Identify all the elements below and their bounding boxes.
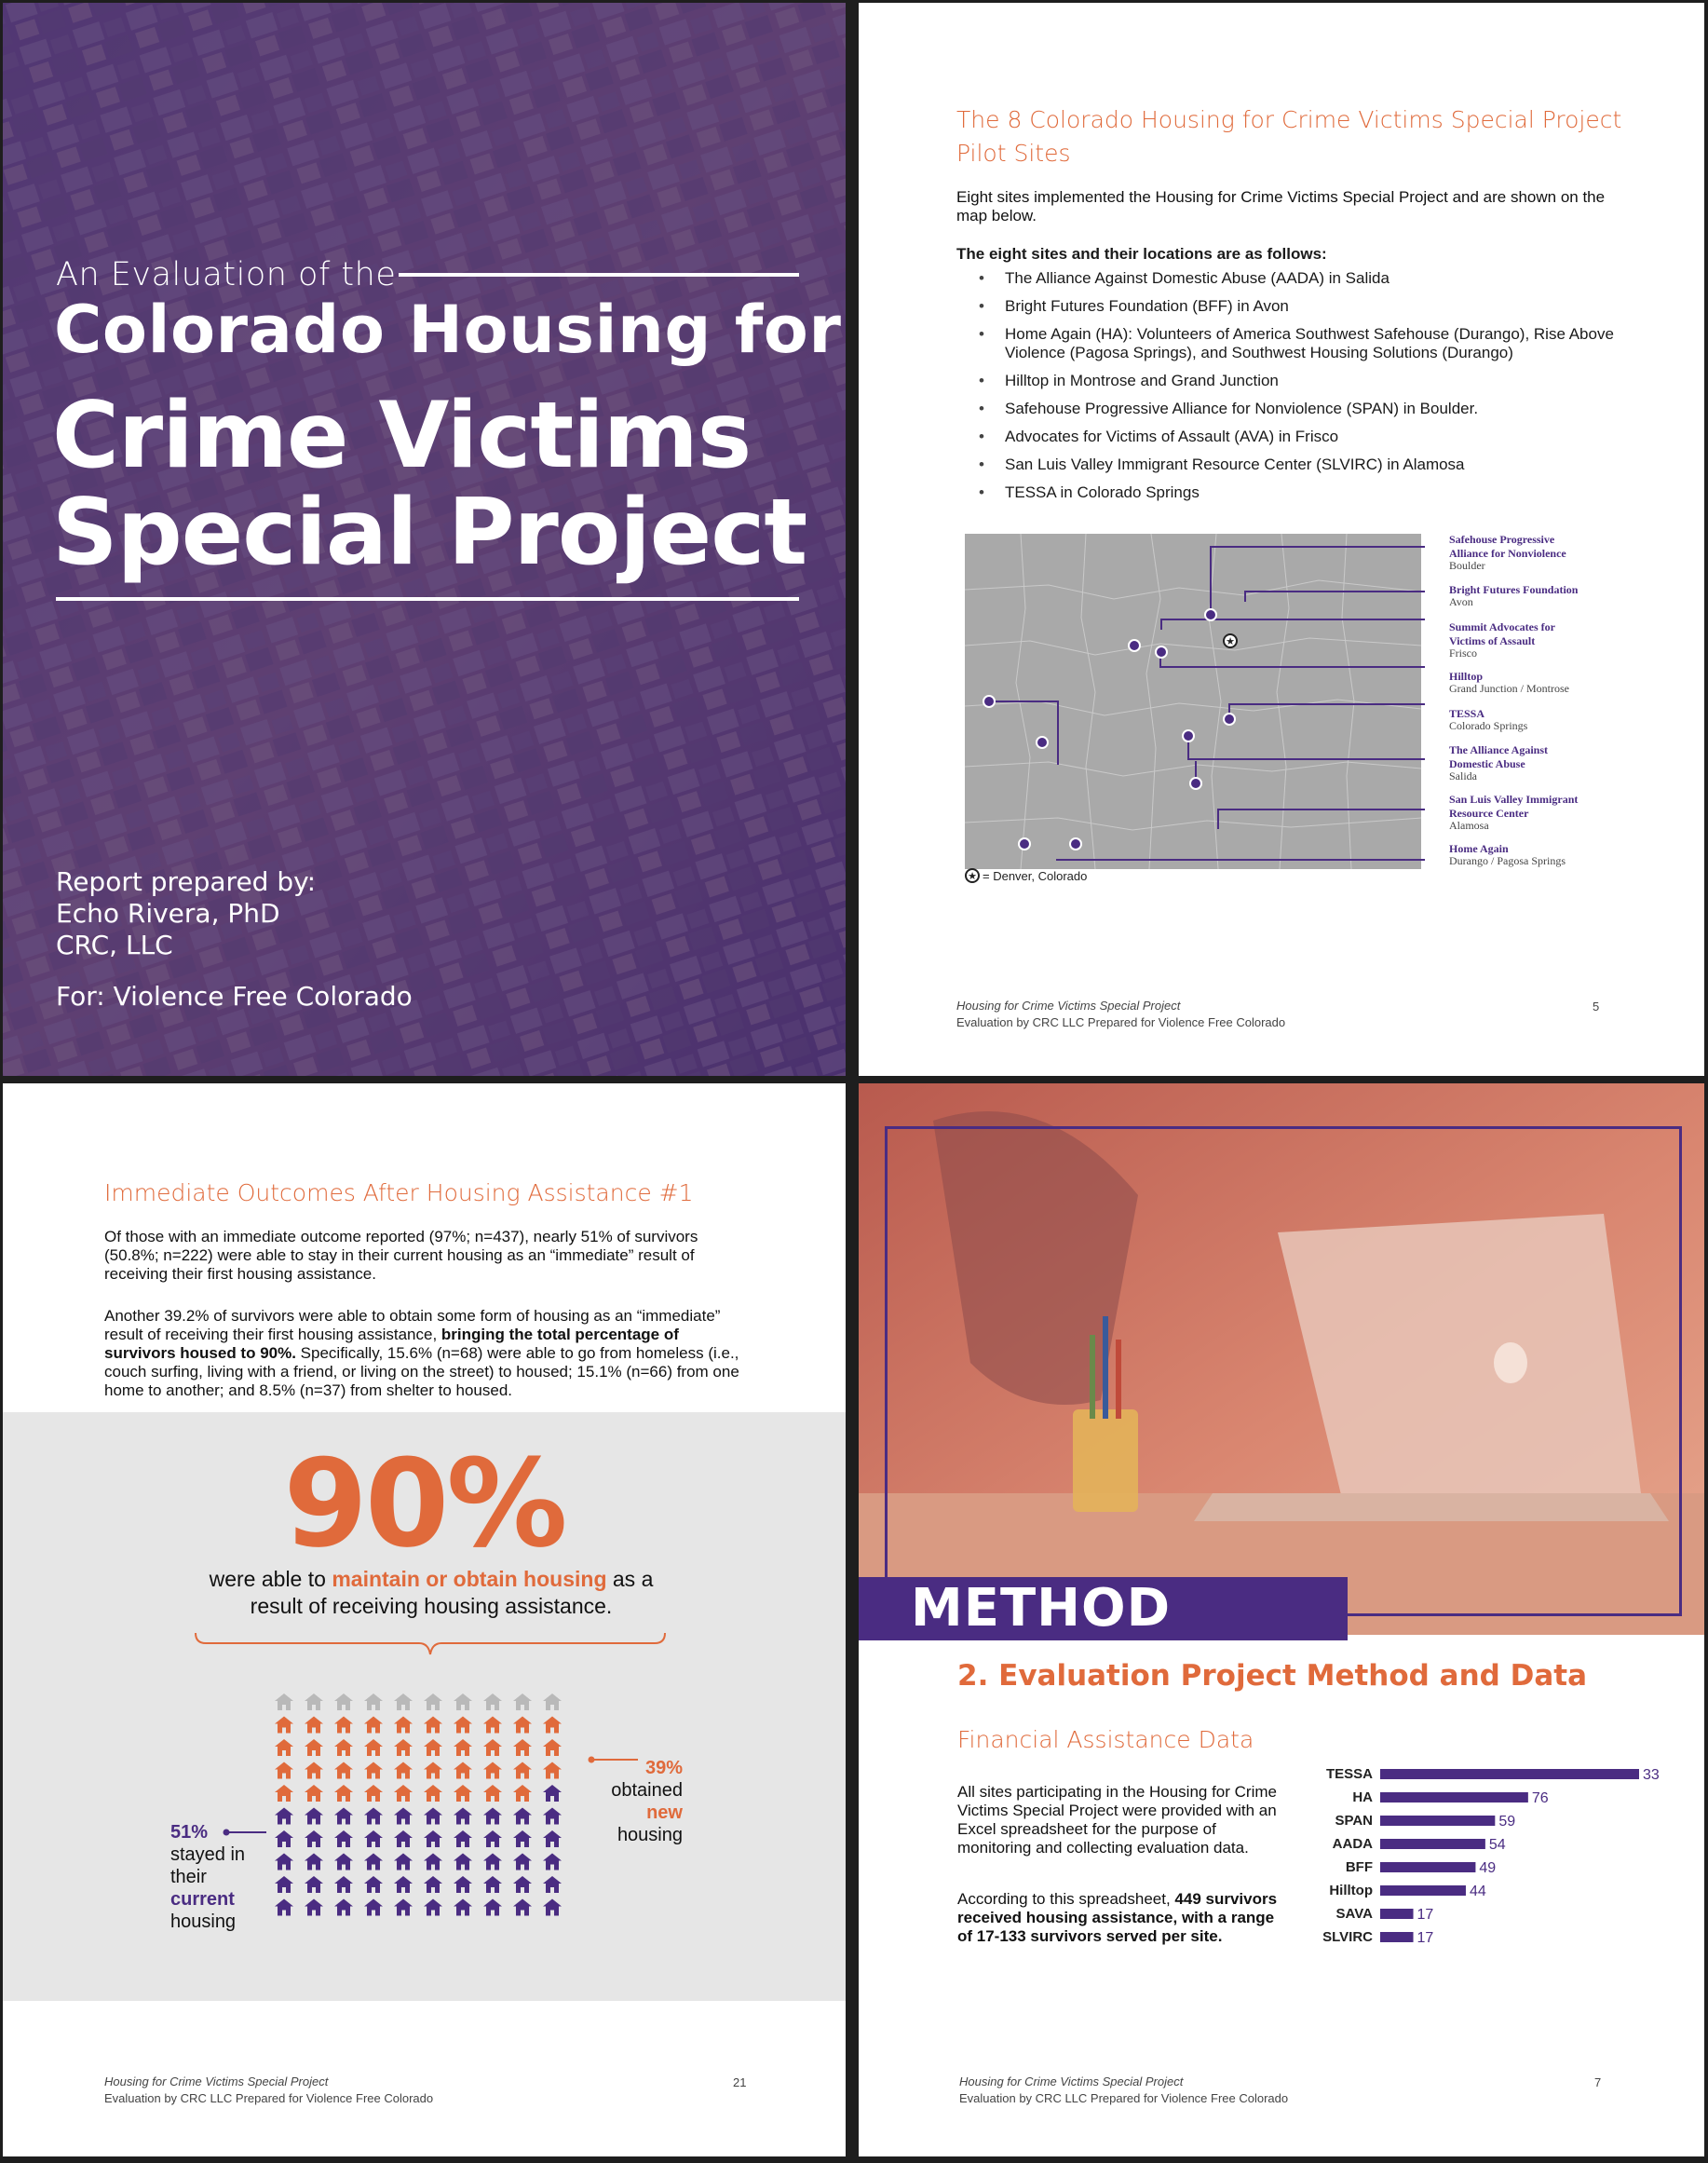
bar-category-label: SPAN <box>1335 1813 1373 1829</box>
house-icon-current <box>424 1876 442 1893</box>
house-icon-current <box>364 1899 383 1916</box>
house-icon-current <box>305 1854 323 1871</box>
outcomes-page <box>3 1083 846 2156</box>
footer-title: Housing for Crime Victims Special Project <box>959 2075 1184 2088</box>
house-icon-current <box>513 1876 532 1893</box>
map-label-name: Summit Advocates for <box>1449 620 1555 633</box>
house-icon-new <box>483 1717 502 1734</box>
map-label-name: Victims of Assault <box>1449 634 1536 647</box>
house-icon-current <box>483 1876 502 1893</box>
house-icon-current <box>483 1854 502 1871</box>
photo-frame <box>885 1126 1682 1616</box>
house-icon-other <box>394 1694 413 1710</box>
bar-category-label: TESSA <box>1325 1766 1373 1782</box>
page-footer <box>959 2074 1288 2107</box>
house-icon-current <box>394 1854 413 1871</box>
house-icon-current <box>543 1876 562 1893</box>
bar-span <box>1380 1816 1495 1826</box>
bracket <box>196 1633 665 1654</box>
list-item: • Hilltop in Montrose and Grand Junction <box>956 372 1646 390</box>
footer-title: Housing for Crime Victims Special Project <box>956 999 1181 1013</box>
bar-tessa <box>1380 1769 1639 1779</box>
house-icon-new <box>275 1785 293 1802</box>
house-icon-new <box>364 1785 383 1802</box>
intro-paragraph: Eight sites implemented the Housing for Crime Victims Special Project and are shown on the map below. <box>956 188 1606 224</box>
house-icon-current <box>424 1854 442 1871</box>
p2-text: Another 39.2% of survivors were able to obtain some form of housing as an “immediate” result of receiving their first housing assistance, <box>104 1307 721 1343</box>
bar-category-label: Hilltop <box>1329 1883 1373 1898</box>
house-icon-current <box>454 1876 472 1893</box>
caption-text-end: as a result of receiving housing assistance. <box>250 1567 654 1618</box>
house-icon-new <box>305 1785 323 1802</box>
label-line: their <box>170 1867 207 1887</box>
list-item: • Home Again (HA): Volunteers of America Southwest Safehouse (Durango), Rise Above Violence (Pagosa Springs), and Southwest Housing Solutions (Durango) <box>956 325 1646 362</box>
house-icon-new <box>334 1785 353 1802</box>
house-icon-new <box>394 1762 413 1779</box>
house-icon-current <box>424 1830 442 1847</box>
map-label-city: Frisco <box>1449 646 1477 660</box>
house-icon-new <box>364 1717 383 1734</box>
p2-text: According to this spreadsheet, <box>957 1890 1175 1908</box>
prepared-label: Report prepared by: <box>56 866 317 897</box>
cover-title-line-2: Crime Victims <box>52 383 752 489</box>
caption-emphasis: maintain or obtain housing <box>332 1567 607 1591</box>
house-icon-new <box>364 1762 383 1779</box>
cover-page <box>3 3 846 1076</box>
footer-title: Housing for Crime Victims Special Project <box>104 2075 329 2088</box>
map-label-name: San Luis Valley Immigrant <box>1449 793 1579 806</box>
house-icon-current <box>364 1830 383 1847</box>
author-name: Echo Rivera, PhD <box>56 898 280 929</box>
house-icon-current <box>305 1899 323 1916</box>
cover-pretitle: An Evaluation of the <box>56 256 397 293</box>
bar-value-label: 59 <box>1498 1814 1516 1830</box>
label-line: housing <box>617 1825 683 1845</box>
house-icon-current <box>305 1808 323 1825</box>
house-icon-new <box>543 1762 562 1779</box>
house-icon-current <box>275 1854 293 1871</box>
house-icon-new <box>513 1762 532 1779</box>
house-icon-current <box>334 1854 353 1871</box>
map-label-city: Durango / Pagosa Springs <box>1449 854 1566 867</box>
caption-text: were able to <box>209 1567 332 1591</box>
page-title: Immediate Outcomes After Housing Assistance #1 <box>104 1179 694 1206</box>
map-label-city: Avon <box>1449 595 1473 608</box>
map-label-city: Grand Junction / Montrose <box>1449 682 1569 695</box>
house-icon-current <box>454 1808 472 1825</box>
page-footer <box>956 998 1285 1031</box>
house-icon-current <box>513 1854 532 1871</box>
bar-category-label: AADA <box>1332 1836 1373 1852</box>
house-icon-new <box>454 1762 472 1779</box>
house-icon-new <box>334 1762 353 1779</box>
house-icon-new <box>305 1717 323 1734</box>
house-icon-current <box>334 1830 353 1847</box>
house-icon-other <box>305 1694 323 1710</box>
page-number: 7 <box>1594 2075 1602 2089</box>
house-icon-current <box>513 1899 532 1916</box>
bar-sava <box>1380 1909 1414 1919</box>
house-icon-other <box>454 1694 472 1710</box>
bar-value-label: 44 <box>1469 1884 1486 1899</box>
cover-credits <box>56 866 316 961</box>
cover-for-line: For: Violence Free Colorado <box>56 981 413 1012</box>
map-label-name: Safehouse Progressive <box>1449 534 1555 546</box>
bar-value-label: 17 <box>1417 1930 1434 1946</box>
label-emphasis: new <box>646 1802 683 1823</box>
house-icon-current <box>275 1876 293 1893</box>
house-icon-other <box>543 1694 562 1710</box>
subsection-heading: Financial Assistance Data <box>957 1726 1254 1753</box>
house-icon-other <box>275 1694 293 1710</box>
house-icon-current <box>543 1830 562 1847</box>
house-icon-current <box>364 1808 383 1825</box>
paragraph-1: All sites participating in the Housing for Crime Victims Special Project were provided with an Excel spreadsheet for the purpose of monitoring and collecting evaluation data. <box>957 1783 1277 1857</box>
list-item: • TESSA in Colorado Springs <box>956 483 1646 502</box>
denver-marker <box>1224 634 1237 647</box>
house-icon-new <box>454 1785 472 1802</box>
bar-aada <box>1380 1839 1485 1849</box>
house-icon-current <box>483 1899 502 1916</box>
house-icon-new <box>275 1717 293 1734</box>
house-icon-other <box>513 1694 532 1710</box>
bar-category-label: BFF <box>1345 1859 1373 1875</box>
infographic-panel <box>3 1412 846 2001</box>
bar-value-label: 49 <box>1479 1860 1497 1876</box>
p2-bold: bringing the total percentage of survivors housed to 90%. <box>104 1326 679 1362</box>
bar-value-label: 76 <box>1531 1790 1549 1806</box>
page-number: 21 <box>733 2075 747 2089</box>
house-icon-new <box>305 1739 323 1756</box>
house-icon-current <box>454 1854 472 1871</box>
method-page <box>859 1083 1704 2156</box>
house-icon-current <box>483 1830 502 1847</box>
map-label-city: Salida <box>1449 769 1477 782</box>
map-label-name: Bright Futures Foundation <box>1449 583 1579 596</box>
map-label-name: Home Again <box>1449 842 1509 855</box>
house-icon-current <box>543 1899 562 1916</box>
bar-category-label: HA <box>1352 1789 1373 1805</box>
house-icon-current <box>424 1808 442 1825</box>
bar-category-label: SAVA <box>1335 1906 1373 1922</box>
cover-rule-top <box>399 273 799 277</box>
list-item: • Advocates for Victims of Assault (AVA) in Frisco <box>956 428 1646 446</box>
house-icon-current <box>483 1808 502 1825</box>
list-heading: The eight sites and their locations are as follows: <box>956 245 1327 263</box>
paragraph-2 <box>957 1890 1279 1946</box>
paragraph-2 <box>104 1307 747 1400</box>
house-icon-current <box>334 1899 353 1916</box>
house-icon-current <box>543 1808 562 1825</box>
house-icon-current <box>543 1854 562 1871</box>
house-icon-new <box>364 1739 383 1756</box>
house-icon-new <box>513 1739 532 1756</box>
house-icon-new <box>424 1717 442 1734</box>
section-heading: 2. Evaluation Project Method and Data <box>957 1659 1588 1693</box>
list-item: • The Alliance Against Domestic Abuse (AADA) in Salida <box>956 269 1646 288</box>
list-item: • Bright Futures Foundation (BFF) in Avon <box>956 297 1646 316</box>
author-org: CRC, LLC <box>56 930 173 960</box>
house-icon-current <box>275 1899 293 1916</box>
house-icon-new <box>543 1717 562 1734</box>
house-icon-current <box>334 1808 353 1825</box>
house-icon-new <box>483 1762 502 1779</box>
house-icon-current <box>513 1830 532 1847</box>
map-label-name: Hilltop <box>1449 670 1484 683</box>
map-label-name: Domestic Abuse <box>1449 757 1525 770</box>
sites-list <box>956 269 1646 511</box>
house-icon-new <box>543 1739 562 1756</box>
map-legend <box>966 869 1087 883</box>
list-item: • Safehouse Progressive Alliance for Nonviolence (SPAN) in Boulder. <box>956 400 1646 418</box>
house-icon-current <box>305 1876 323 1893</box>
house-icon-current <box>394 1899 413 1916</box>
page-footer <box>104 2074 433 2107</box>
map-label-name: Alliance for Nonviolence <box>1449 547 1566 560</box>
map-label-city: Boulder <box>1449 559 1485 572</box>
current-housing-label <box>170 1821 245 1933</box>
house-icon-new <box>424 1762 442 1779</box>
house-icon-other <box>334 1694 353 1710</box>
map-label-name: TESSA <box>1449 707 1485 720</box>
house-icon-current <box>454 1899 472 1916</box>
house-icon-current <box>275 1830 293 1847</box>
p2-text-end: Specifically, 15.6% (n=68) were able to go from homeless (i.e., couch surfing, living with a friend, or living on the street) to housed; 15.1% (n=66) from one home to another; and 8.5% (n=37) from shelter to housed. <box>104 1344 739 1399</box>
house-icon-grid <box>275 1694 562 1916</box>
label-line: housing <box>170 1911 237 1932</box>
footer-subtitle: Evaluation by CRC LLC Prepared for Violence Free Colorado <box>959 2091 1289 2105</box>
house-icon-new <box>275 1762 293 1779</box>
house-icon-new <box>334 1717 353 1734</box>
house-icon-current <box>394 1808 413 1825</box>
house-icon-current <box>364 1854 383 1871</box>
house-icon-new <box>394 1785 413 1802</box>
house-waffle-chart <box>3 1412 846 2001</box>
bar-category-label: SLVIRC <box>1322 1929 1373 1945</box>
label-line: stayed in <box>170 1844 246 1865</box>
cover-rule-bottom <box>56 597 799 601</box>
house-icon-current <box>454 1830 472 1847</box>
new-housing-label <box>599 1757 683 1846</box>
house-icon-current <box>364 1876 383 1893</box>
right-leader-dot <box>589 1757 595 1763</box>
house-icon-other <box>364 1694 383 1710</box>
house-icon-new <box>424 1739 442 1756</box>
page-title: The 8 Colorado Housing for Crime Victims Special Project Pilot Sites <box>956 106 1622 167</box>
house-icon-current <box>334 1876 353 1893</box>
house-icon-new <box>483 1739 502 1756</box>
map-label-name: The Alliance Against <box>1449 743 1549 756</box>
bar-value-label: 54 <box>1488 1837 1506 1853</box>
house-icon-new <box>454 1717 472 1734</box>
house-icon-other <box>424 1694 442 1710</box>
bar-value-label: 33 <box>1643 1767 1660 1783</box>
map-labels <box>1449 534 1579 867</box>
house-icon-new <box>454 1739 472 1756</box>
house-icon-new <box>394 1739 413 1756</box>
label-line: obtained <box>611 1780 683 1801</box>
house-icon-new <box>513 1717 532 1734</box>
house-icon-new <box>275 1739 293 1756</box>
svg-text:★: ★ <box>968 870 977 882</box>
footer-subtitle: Evaluation by CRC LLC Prepared for Violence Free Colorado <box>104 2091 434 2105</box>
svg-text:★: ★ <box>1226 635 1235 647</box>
house-icon-current <box>543 1785 562 1802</box>
footer-subtitle: Evaluation by CRC LLC Prepared for Violence Free Colorado <box>956 1015 1286 1029</box>
house-icon-new <box>483 1785 502 1802</box>
house-icon-current <box>305 1830 323 1847</box>
p2-bold: 449 survivors received housing assistance, with a range of 17-133 survivors served per site. <box>957 1890 1278 1945</box>
label-emphasis: current <box>170 1889 235 1910</box>
house-icon-current <box>394 1830 413 1847</box>
current-pct: 51% <box>170 1822 209 1843</box>
paragraph-1: Of those with an immediate outcome reported (97%; n=437), nearly 51% of survivors (50.8%; n=222) were able to stay in their current housing as an “immediate” result of receiving their first housing assistance. <box>104 1228 698 1283</box>
cover-title-line-1: Colorado Housing for <box>54 292 842 368</box>
house-icon-current <box>275 1808 293 1825</box>
house-icon-current <box>424 1899 442 1916</box>
cover-title-line-3: Special Project <box>52 480 807 586</box>
colorado-map <box>965 534 1691 888</box>
survivors-per-site-bar-chart <box>1287 1763 1688 1987</box>
house-icon-current <box>513 1808 532 1825</box>
page-number: 5 <box>1593 1000 1600 1013</box>
house-icon-new <box>334 1739 353 1756</box>
bar-bff <box>1380 1862 1475 1872</box>
house-icon-new <box>394 1717 413 1734</box>
big-stat: 90% <box>283 1433 565 1574</box>
sites-page <box>859 3 1704 1076</box>
list-item: • San Luis Valley Immigrant Resource Center (SLVIRC) in Alamosa <box>956 456 1646 474</box>
map-label-city: Alamosa <box>1449 819 1489 832</box>
house-icon-other <box>483 1694 502 1710</box>
map-legend-text: = Denver, Colorado <box>983 869 1088 883</box>
house-icon-new <box>424 1785 442 1802</box>
bar-ha <box>1380 1792 1528 1802</box>
new-pct: 39% <box>644 1758 683 1778</box>
bar-hilltop <box>1380 1885 1466 1896</box>
map-label-name: Resource Center <box>1449 807 1529 820</box>
house-icon-current <box>394 1876 413 1893</box>
method-banner-text: METHOD <box>911 1578 1172 1639</box>
bar-slvirc <box>1380 1932 1414 1942</box>
house-icon-new <box>305 1762 323 1779</box>
house-icon-new <box>513 1785 532 1802</box>
map-label-city: Colorado Springs <box>1449 719 1528 732</box>
bar-value-label: 17 <box>1417 1907 1434 1923</box>
